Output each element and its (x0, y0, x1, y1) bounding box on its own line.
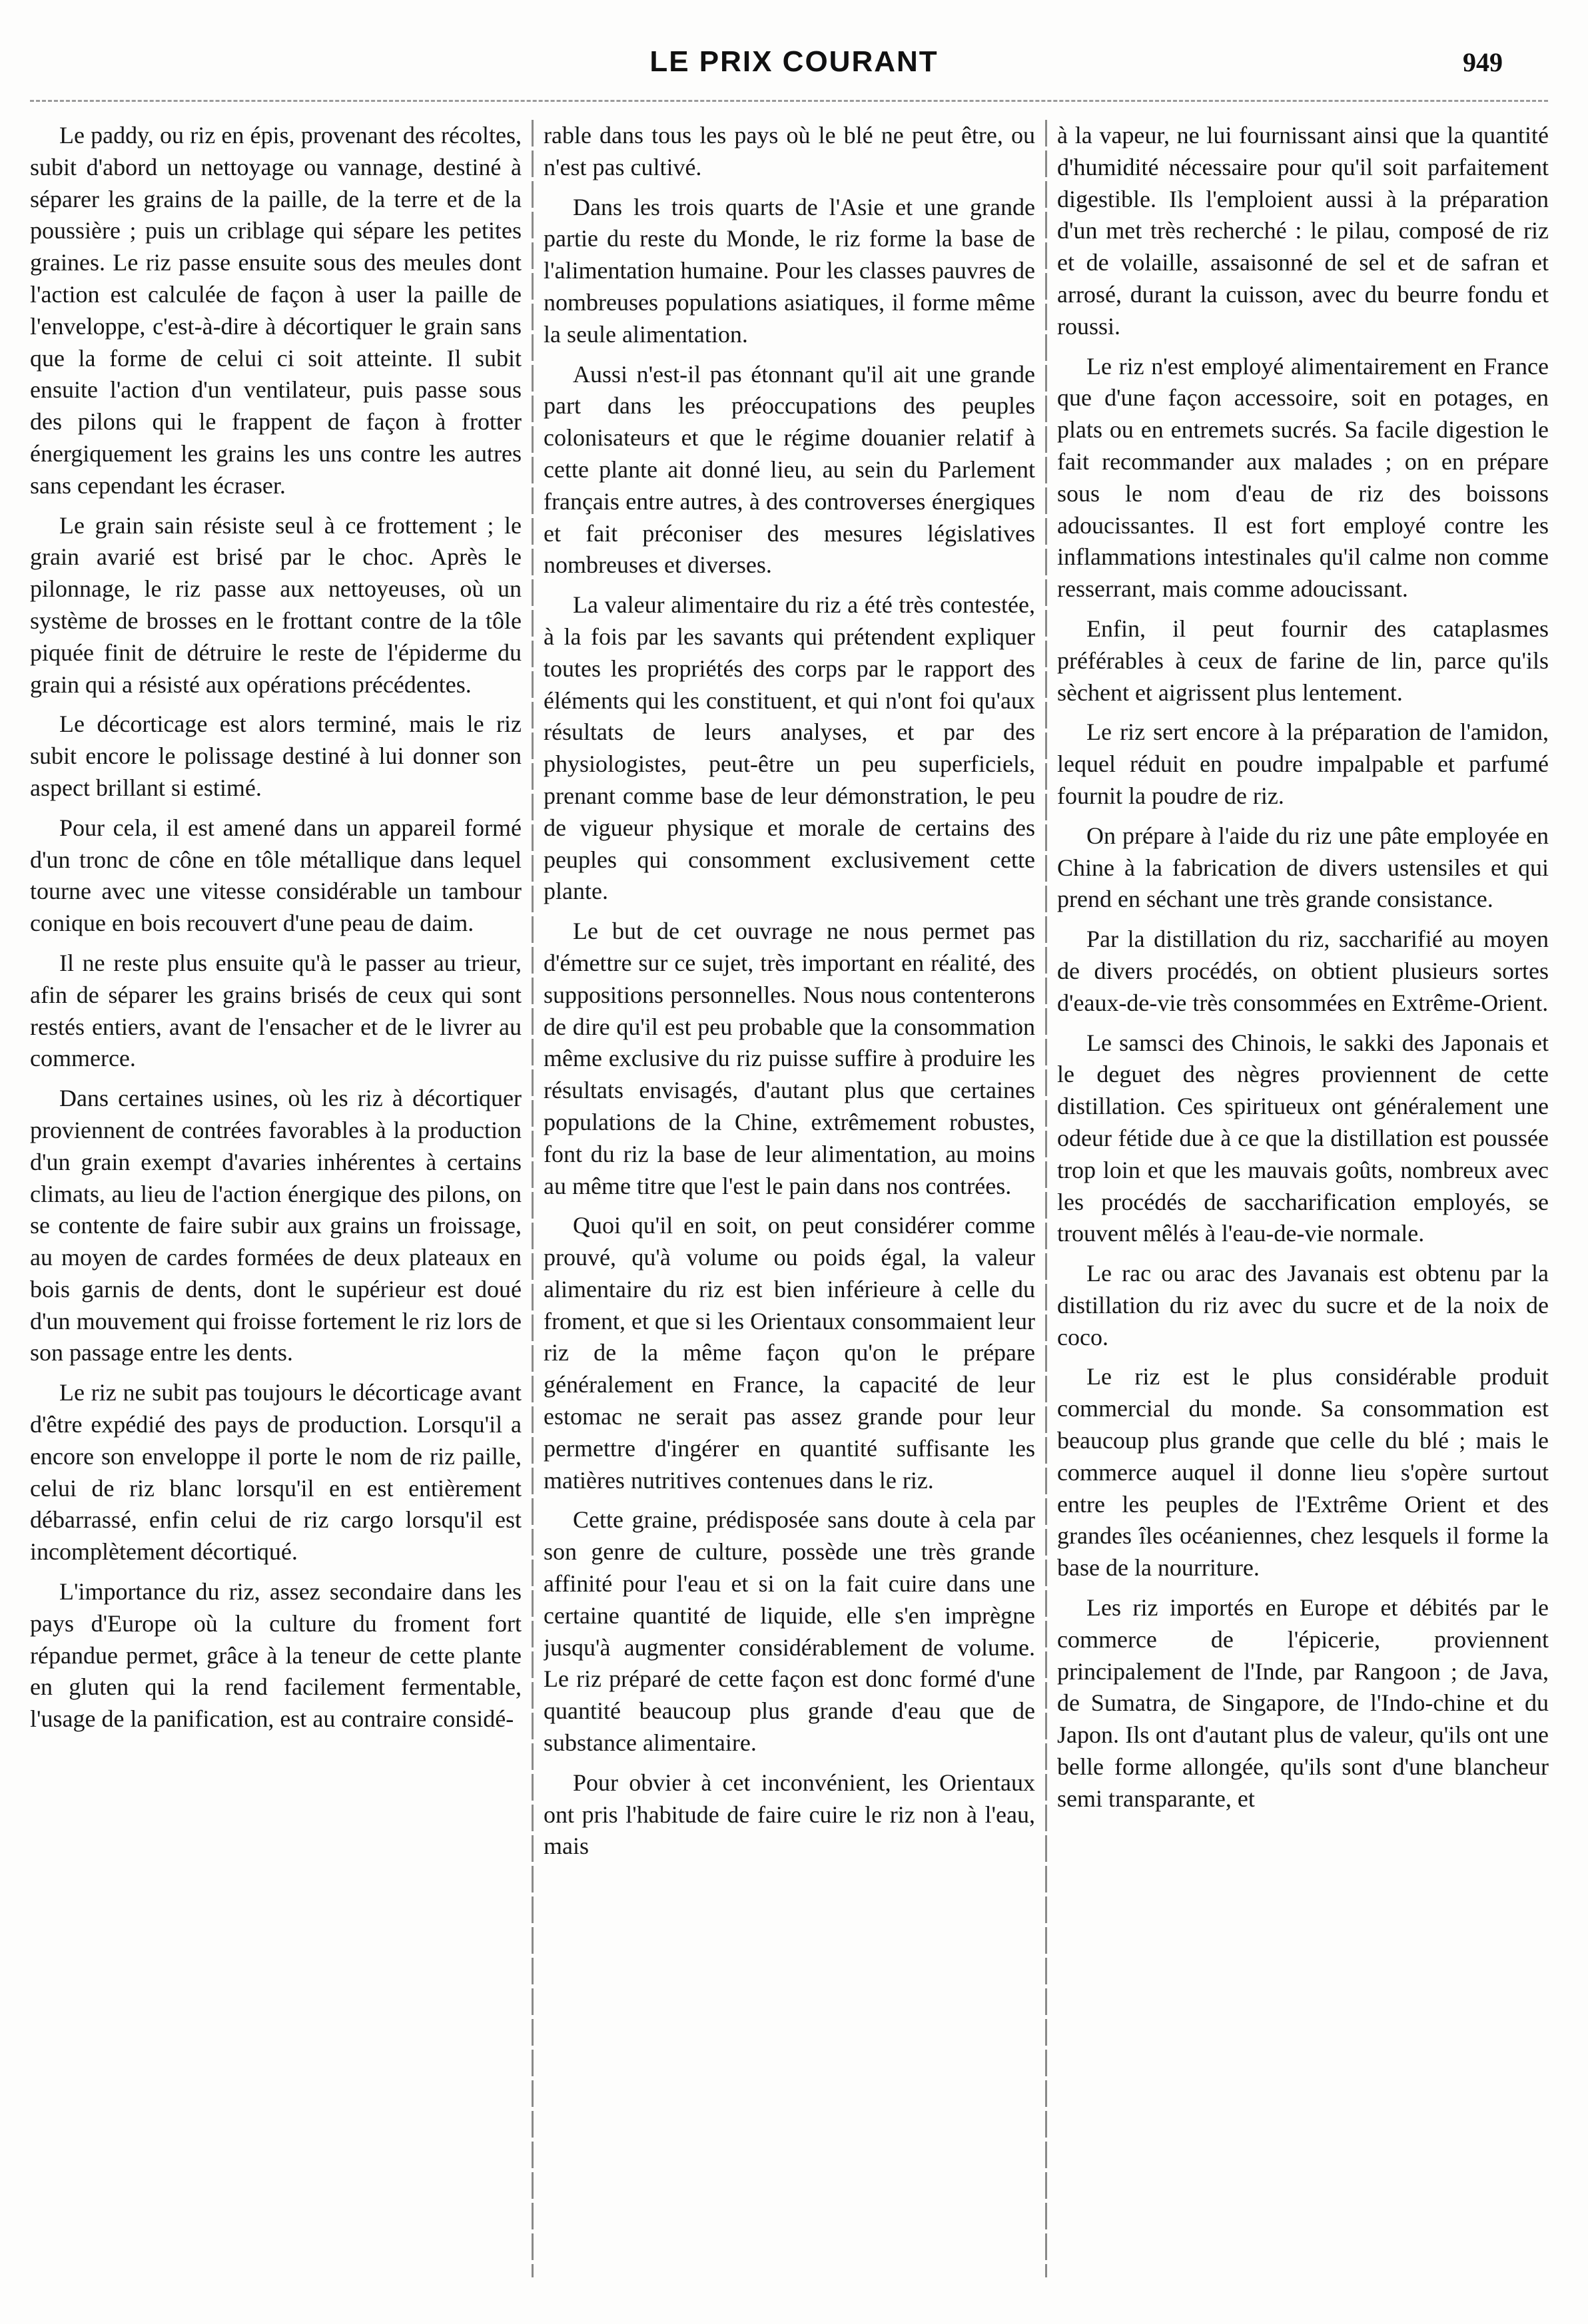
paragraph: Le grain sain résiste seul à ce frottement ; le grain avarié est brisé par le choc. Après le pilonnage, le riz passe aux nettoyeuses, où un système de brosses en le frottant contre de la tôle piquée finit de détruire le reste de l'épiderme du grain qui a résisté aux opérations précédentes. (30, 511, 522, 698)
paragraph: Le riz est le plus considérable produit commercial du monde. Sa consommation est beaucoup plus grande que celle du blé ; mais le commerce auquel il donne lieu s'opère surtout entre les peuples de l'Extrême Orient et des grandes îles océaniennes, chez lesquels il forme la base de la nourriture. (1057, 1363, 1549, 1582)
paragraph: Par la distillation du riz, saccharifié au moyen de divers procédés, on obtient plusieurs sortes d'eaux-de-vie très consommées en Extrême-Orient. (1057, 926, 1549, 1016)
column-2 (544, 120, 1035, 2291)
paragraph: Les riz importés en Europe et débités par le commerce de l'épicerie, proviennent principalement de l'Inde, par Rangoon ; de Java, de Sumatra, de Singapore, de l'Indo-chine et du Japon. Ils ont d'autant plus de valeur, qu'ils ont une belle forme allongée, qu'ils sont d'une blancheur semi transparante, et (1057, 1594, 1549, 1812)
paragraph: Dans les trois quarts de l'Asie et une grande partie du reste du Monde, le riz forme la base de l'alimentation humaine. Pour les classes pauvres de nombreuses populations asiatiques, il forme même la seule alimentation. (544, 193, 1035, 348)
header-rule (30, 100, 1548, 102)
paragraph: La valeur alimentaire du riz a été très contestée, à la fois par les savants qui prétendent expliquer toutes les propriétés des corps par le rapport des éléments qui les constituent, et qui n'ont foi qu'aux résultats de leurs analyses, et par des physiologistes, peut-être un peu superficiels, prenant comme base de leur démonstration, le peu de vigueur physique et morale de certains des peuples qui consomment exclusivement cette plante. (544, 591, 1035, 905)
paragraph: Le samsci des Chinois, le sakki des Japonais et le deguet des nègres proviennent de cette distillation. Ces spiritueux ont généralement une odeur fétide due à ce que la distillation est poussée trop loin et que les mauvais goûts, nombreux avec les procédés de saccharification employés, se trouvent mêlés à l'eau-de-vie normale. (1057, 1029, 1549, 1247)
column-1 (30, 120, 522, 2291)
paragraph-continued: rable dans tous les pays où le blé ne peut être, ou n'est pas cultivé. (544, 122, 1035, 180)
paragraph: Pour obvier à cet inconvénient, les Orientaux ont pris l'habitude de faire cuire le riz non à l'eau, mais (544, 1769, 1035, 1860)
paragraph: Cette graine, prédisposée sans doute à cela par son genre de culture, possède une très grande affinité pour l'eau et si on la fait cuire dans une certaine quantité de liquide, elle s'en imprègne jusqu'à augmenter considérablement de volume. Le riz préparé de cette façon est donc formé d'une quantité beaucoup plus grande d'eau que de substance alimentaire. (544, 1506, 1035, 1757)
paragraph-continued: à la vapeur, ne lui fournissant ainsi que la quantité d'humidité nécessaire pour qu'il soit parfaitement digestible. Ils l'emploient aussi à la préparation d'un met très recherché : le pilau, composé de riz et de volaille, assaisonné de sel et de safran et arrosé, durant la cuisson, avec du beurre fondu et roussi. (1057, 122, 1549, 340)
paragraph: Il ne reste plus ensuite qu'à le passer au trieur, afin de séparer les grains brisés de ceux qui sont restés entiers, avant de l'ensacher et de le livrer au commerce. (30, 949, 522, 1072)
page-header (0, 40, 1588, 93)
paragraph: Le riz sert encore à la préparation de l'amidon, lequel réduit en poudre impalpable et parfumé fournit la poudre de riz. (1057, 719, 1549, 809)
paragraph: L'importance du riz, assez secondaire dans les pays d'Europe où la culture du froment fort répandue permet, grâce à la teneur de cette plante en gluten qui la rend facilement fermentable, l'usage de la panification, est au contraire considé- (30, 1578, 522, 1733)
text-columns (30, 120, 1549, 2291)
paragraph: Le rac ou arac des Javanais est obtenu par la distillation du riz avec du sucre et de la noix de coco. (1057, 1260, 1549, 1350)
paragraph: Enfin, il peut fournir des cataplasmes préférables à ceux de farine de lin, parce qu'ils sèchent et aigrissent plus lentement. (1057, 615, 1549, 706)
paragraph: Pour cela, il est amené dans un appareil formé d'un tronc de cône en tôle métallique dans lequel tourne avec une vitesse considérable un tambour conique en bois recouvert d'une peau de daim. (30, 814, 522, 937)
paragraph: Le paddy, ou riz en épis, provenant des récoltes, subit d'abord un nettoyage ou vannage, destiné à séparer les grains de la paille, de la terre et de la poussière ; puis un criblage qui sépare les petites graines. Le riz passe ensuite sous des meules dont l'action est calculée de façon à user la paille de l'enveloppe, c'est-à-dire à décortiquer le grain sans que la forme de celui ci soit atteinte. Il subit ensuite l'action d'un ventilateur, puis passe sous des pilons qui le frappent de façon à frotter énergiquement les grains les uns contre les autres sans cependant les écraser. (30, 122, 522, 499)
running-title: LE PRIX COURANT (649, 45, 939, 78)
paragraph: Dans certaines usines, où les riz à décortiquer proviennent de contrées favorables à la production d'un grain exempt d'avaries inhérentes à certains climats, au lieu de l'action énergique des pilons, on se contente de faire subir aux grains un froissage, au moyen de cardes formées de deux plateaux en bois garnis de dents, dont le supérieur est doué d'un mouvement qui froisse fortement le riz lors de son passage entre les dents. (30, 1085, 522, 1366)
page-number: 949 (1463, 47, 1503, 77)
paragraph: Le riz n'est employé alimentairement en France que d'une façon accessoire, soit en potages, en plats ou en entremets sucrés. Sa facile digestion le fait recommander aux malades ; on en prépare sous le nom d'eau de riz des boissons adoucissantes. Il est fort employé contre les inflammations intestinales qu'il calme non comme resserrant, mais comme adoucissant. (1057, 352, 1549, 603)
paragraph: Aussi n'est-il pas étonnant qu'il ait une grande part dans les préoccupations des peuples colonisateurs et que le régime douanier relatif à cette plante ait donné lieu, au sein du Parlement français entre autres, à des controverses énergiques et fait préconiser des mesures législatives nombreuses et diverses. (544, 360, 1035, 579)
column-divider (1045, 120, 1047, 2277)
paragraph: Le riz ne subit pas toujours le décorticage avant d'être expédié des pays de production. Lorsqu'il a encore son enveloppe il porte le nom de riz paille, celui de riz blanc lorsqu'il en est entièrement débarrassé, enfin celui de riz cargo lorsqu'il est incomplètement décortiqué. (30, 1379, 522, 1566)
column-divider (532, 120, 534, 2277)
column-3 (1057, 120, 1549, 2291)
paragraph: Le décorticage est alors terminé, mais le riz subit encore le polissage destiné à lui donner son aspect brillant si estimé. (30, 711, 522, 801)
paragraph: Le but de cet ouvrage ne nous permet pas d'émettre sur ce sujet, très important en réalité, des suppositions personnelles. Nous nous contenterons de dire qu'il est peu probable que la consommation même exclusive du riz puisse suffire à produire les résultats envisagés, d'autant plus que certaines populations de la Chine, extrêmement robustes, font du riz la base de leur alimentation, au moins au même titre que l'est le pain dans nos contrées. (544, 918, 1035, 1199)
paragraph: Quoi qu'il en soit, on peut considérer comme prouvé, qu'à volume ou poids égal, la valeur alimentaire du riz est bien inférieure à celle du froment, et que si les Orientaux consommaient leur riz de la même façon qu'on le prépare généralement en France, la capacité de leur estomac ne serait pas assez grande pour leur permettre d'ingérer en quantité suffisante les matières nutritives contenues dans le riz. (544, 1212, 1035, 1494)
paragraph: On prépare à l'aide du riz une pâte employée en Chine à la fabrication de divers ustensiles et qui prend en séchant une très grande consistance. (1057, 822, 1549, 913)
